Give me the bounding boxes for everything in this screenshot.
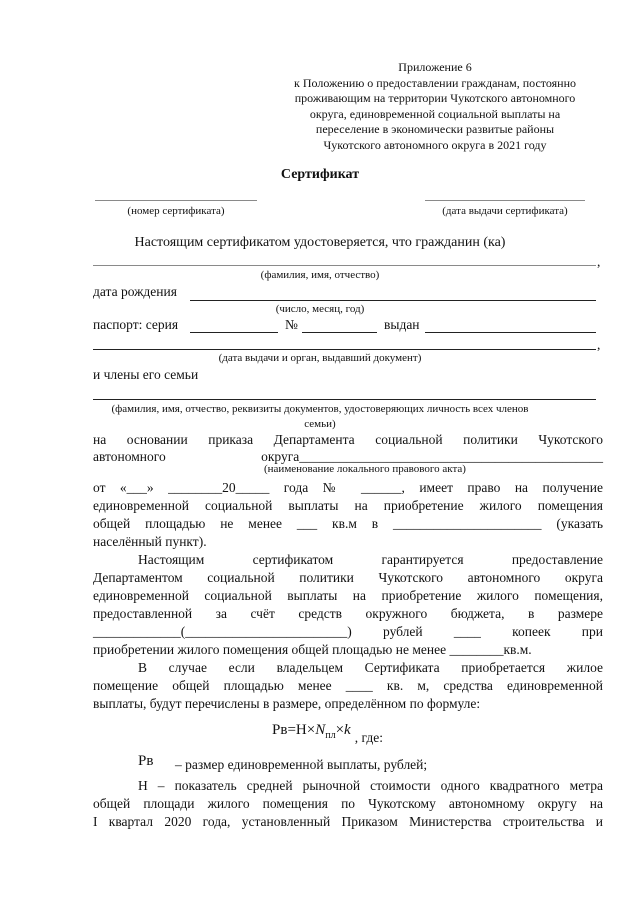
formula-h: Н xyxy=(295,722,307,738)
body-line: предоставленной за счёт средств окружного бюджета, в размере xyxy=(93,606,603,621)
formula-eq: = xyxy=(287,722,296,738)
family-details-caption-cont: семьи) xyxy=(304,418,336,430)
appendix-line: округа, единовременной социальной выплаты на xyxy=(309,106,561,121)
formula-times-2: × xyxy=(335,722,345,738)
issue-date-line[interactable] xyxy=(425,200,585,201)
certify-intro: Настоящим сертификатом удостоверяется, что гражданин (ка) xyxy=(134,235,506,250)
date-format-caption: (число, месяц, год) xyxy=(275,303,365,315)
body-line: единовременной социальной выплаты на приобретение жилого помещения xyxy=(93,498,603,513)
issued-by-line[interactable] xyxy=(425,332,596,333)
passport-series-label: паспорт: серия xyxy=(93,317,179,332)
birth-date-label: дата рождения xyxy=(93,284,177,299)
body-line: приобретении жилого помещения общей площадью не менее ________кв.м. xyxy=(93,642,532,657)
cert-number-caption: (номер сертификата) xyxy=(127,205,225,217)
h-definition-line: I квартал 2020 года, установленный Приказом Министерства строительства и xyxy=(93,814,603,829)
appendix-header xyxy=(270,60,600,153)
appendix-line: переселение в экономически развитые районы xyxy=(315,122,555,136)
formula-lhs: Рв xyxy=(272,722,288,738)
pv-symbol: Рв xyxy=(138,753,154,769)
family-members-label: и члены его семьи xyxy=(93,367,199,382)
formula-n: N xyxy=(315,722,326,738)
fio-comma: , xyxy=(597,254,601,269)
h-definition-line: общей площади жилого помещения по Чукотскому автономному округу на xyxy=(93,796,603,811)
body-line: автономного округа_____________________________________________ xyxy=(93,449,603,464)
formula-times: × xyxy=(306,722,316,738)
issue-date-caption: (дата выдачи сертификата) xyxy=(442,205,568,217)
passport-issue-line[interactable] xyxy=(93,349,596,350)
appendix-line: проживающим на территории Чукотского автономного xyxy=(294,91,576,105)
formula-where: , где: xyxy=(354,730,383,745)
local-act-caption: (наименование локального правового акта) xyxy=(264,463,466,475)
formula-k: k xyxy=(344,722,351,738)
pv-definition: – размер единовременной выплаты, рублей; xyxy=(175,757,428,772)
fio-caption: (фамилия, имя, отчество) xyxy=(260,269,380,281)
body-line: В случае если владельцем Сертификата приобретается жилое xyxy=(138,660,603,675)
family-members-line[interactable] xyxy=(93,399,596,400)
passport-number-line[interactable] xyxy=(302,332,377,333)
fio-line[interactable] xyxy=(93,265,596,266)
body-line: Департаментом социальной политики Чукотского автономного округа xyxy=(93,570,603,585)
cert-number-line[interactable] xyxy=(95,200,257,201)
payout-formula xyxy=(272,722,383,745)
body-line: единовременной социальной выплаты на приобретение жилого помещения, xyxy=(93,588,603,603)
appendix-line: Приложение 6 xyxy=(398,60,472,74)
body-line: _____________(________________________) рублей ____ копеек при xyxy=(93,624,603,639)
appendix-line: Чукотского автономного округа в 2021 году xyxy=(323,137,547,152)
number-sign: № xyxy=(285,317,298,332)
body-line: Настоящим сертификатом гарантируется предоставление xyxy=(138,552,603,567)
issued-label: выдан xyxy=(384,317,420,332)
body-line: помещение общей площадью менее ____ кв. м, средства единовременной xyxy=(93,678,603,693)
passport-series-line[interactable] xyxy=(190,332,278,333)
body-line: населённый пункт). xyxy=(93,534,207,549)
passport-comma: , xyxy=(597,337,601,352)
passport-issued-caption: (дата выдачи и орган, выдавший документ) xyxy=(218,352,422,364)
family-details-caption: (фамилия, имя, отчество, реквизиты документов, удостоверяющих личность всех членов xyxy=(111,403,529,415)
formula-n-sub: пл xyxy=(325,730,336,741)
body-line: общей площадью не менее ___ кв.м в ______________________ (указать xyxy=(93,516,603,531)
document-title: Сертификат xyxy=(280,167,360,182)
body-line: выплаты, будут перечислены в размере, определённом по формуле: xyxy=(93,696,481,711)
appendix-line: к Положению о предоставлении гражданам, постоянно xyxy=(294,75,576,90)
h-definition-line: Н – показатель средней рыночной стоимости одного квадратного метра xyxy=(138,778,603,793)
body-line: от «___» ________20_____ года № ______, имеет право на получение xyxy=(93,480,603,495)
body-line: на основании приказа Департамента социальной политики Чукотского xyxy=(93,432,603,447)
birth-date-line[interactable] xyxy=(190,300,596,301)
